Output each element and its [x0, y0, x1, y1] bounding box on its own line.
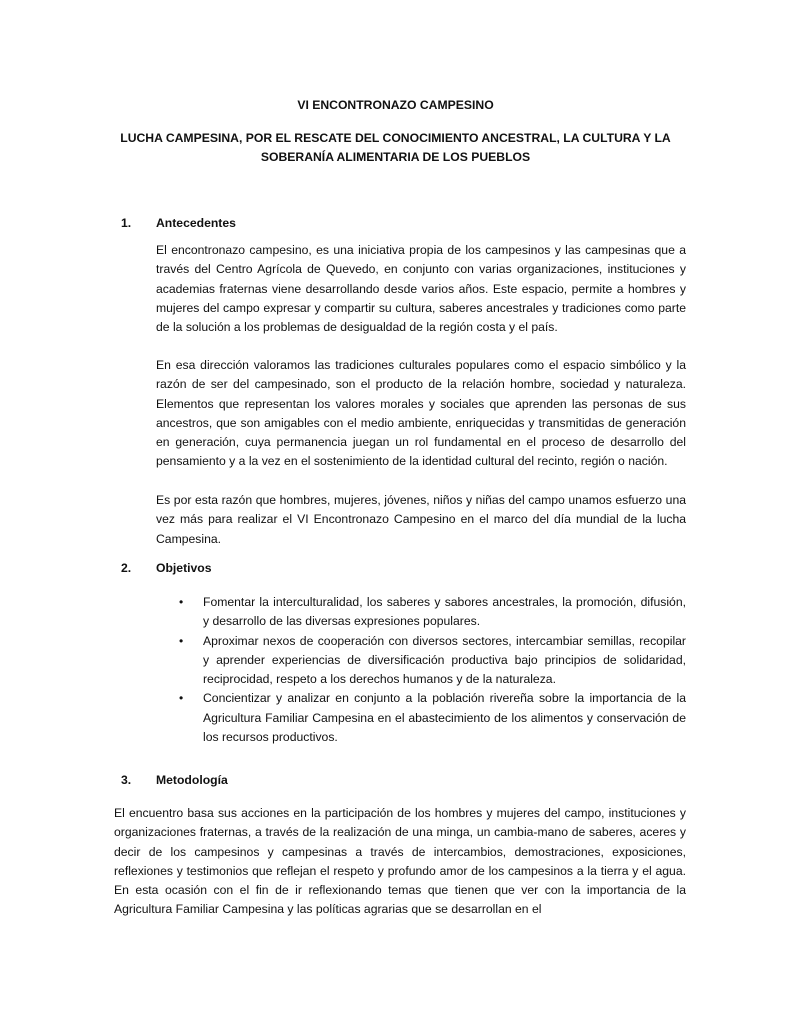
- bullet-icon: •: [179, 691, 184, 706]
- section-heading-text: Objetivos: [156, 561, 212, 575]
- objetivo-item: [179, 689, 686, 747]
- objetivo-text: Aproximar nexos de cooperación con diversos sectores, intercambiar semillas, recopilar y aprender experiencias de diversificación productiva bajo principios de solidaridad, reciprocidad, respeto a los derechos humanos y de la naturaleza.: [203, 633, 686, 687]
- document-title: VI ENCONTRONAZO CAMPESINO: [297, 98, 494, 112]
- section-number: 1.: [121, 216, 132, 230]
- objetivos-list: [179, 593, 686, 747]
- metodologia-paragraph-1: El encuentro basa sus acciones en la participación de los hombres y mujeres del campo, instituciones y organizaciones fraternas, a través de la realización de una minga, un cambia-mano de saberes, aceres y decir de los campesinos y campesinas a través de intercambios, demostraciones, exposiciones, reflexiones y testimonios que reflejan el respeto y profundo amor de los campesinos a la tierra y el agua. En esta ocasión con el fin de ir reflexionando temas que tienen que ver con la importancia de la Agricultura Familiar Campesina y las políticas agrarias que se desarrollan en el: [114, 806, 686, 917]
- section-heading-antecedentes: [121, 215, 236, 231]
- objetivo-text: Fomentar la interculturalidad, los saberes y sabores ancestrales, la promoción, difusión, y desarrollo de las diversas expresiones populares.: [203, 595, 686, 629]
- section-number: 2.: [121, 561, 132, 575]
- bullet-icon: •: [179, 633, 184, 648]
- objetivo-item: [179, 593, 686, 632]
- section-heading-objetivos: [121, 560, 212, 576]
- document-subtitle: [0, 129, 791, 167]
- antecedentes-paragraph-1: El encontronazo campesino, es una iniciativa propia de los campesinos y las campesinas que a través del Centro Agrícola de Quevedo, en conjunto con varias organizaciones, instituciones y academias fraternas viene desarrollando desde varios años. Este espacio, permite a hombres y mujeres del campo expresar y compartir su cultura, saberes ancestrales y tradiciones como parte de la solución a los problemas de desigualdad de la región costa y el país.: [156, 243, 686, 335]
- antecedentes-paragraph-2: En esa dirección valoramos las tradiciones culturales populares como el espacio simbólico y la razón de ser del campesinado, son el producto de la relación hombre, sociedad y naturaleza. Elementos que representan los valores morales y sociales que aprenden las personas de sus ancestros, que son amigables con el medio ambiente, enriquecidas y transmitidas de generación en generación, cuya permanencia juegan un rol fundamental en el proceso de desarrollo del pensamiento y a la vez en el sostenimiento de la identidad cultural del recinto, región o nación.: [156, 358, 686, 469]
- objetivo-item: [179, 632, 686, 690]
- section-heading-metodologia: [121, 772, 228, 788]
- section-heading-text: Antecedentes: [156, 216, 236, 230]
- document-subtitle-text: LUCHA CAMPESINA, POR EL RESCATE DEL CONOCIMIENTO ANCESTRAL, LA CULTURA Y LA SOBERANÍA ALIMENTARIA DE LOS PUEBLOS: [120, 131, 671, 164]
- bullet-icon: •: [179, 595, 184, 609]
- section-number: 3.: [121, 773, 132, 787]
- objetivo-text: Concientizar y analizar en conjunto a la población rivereña sobre la importancia de la Agricultura Familiar Campesina en el abastecimiento de los alimentos y conservación de los recursos productivos.: [203, 691, 686, 745]
- antecedentes-paragraph-3: Es por esta razón que hombres, mujeres, jóvenes, niños y niñas del campo unamos esfuerzo una vez más para realizar el VI Encontronazo Campesino en el marco del día mundial de la lucha Campesina.: [156, 493, 686, 546]
- section-heading-text: Metodología: [156, 773, 228, 787]
